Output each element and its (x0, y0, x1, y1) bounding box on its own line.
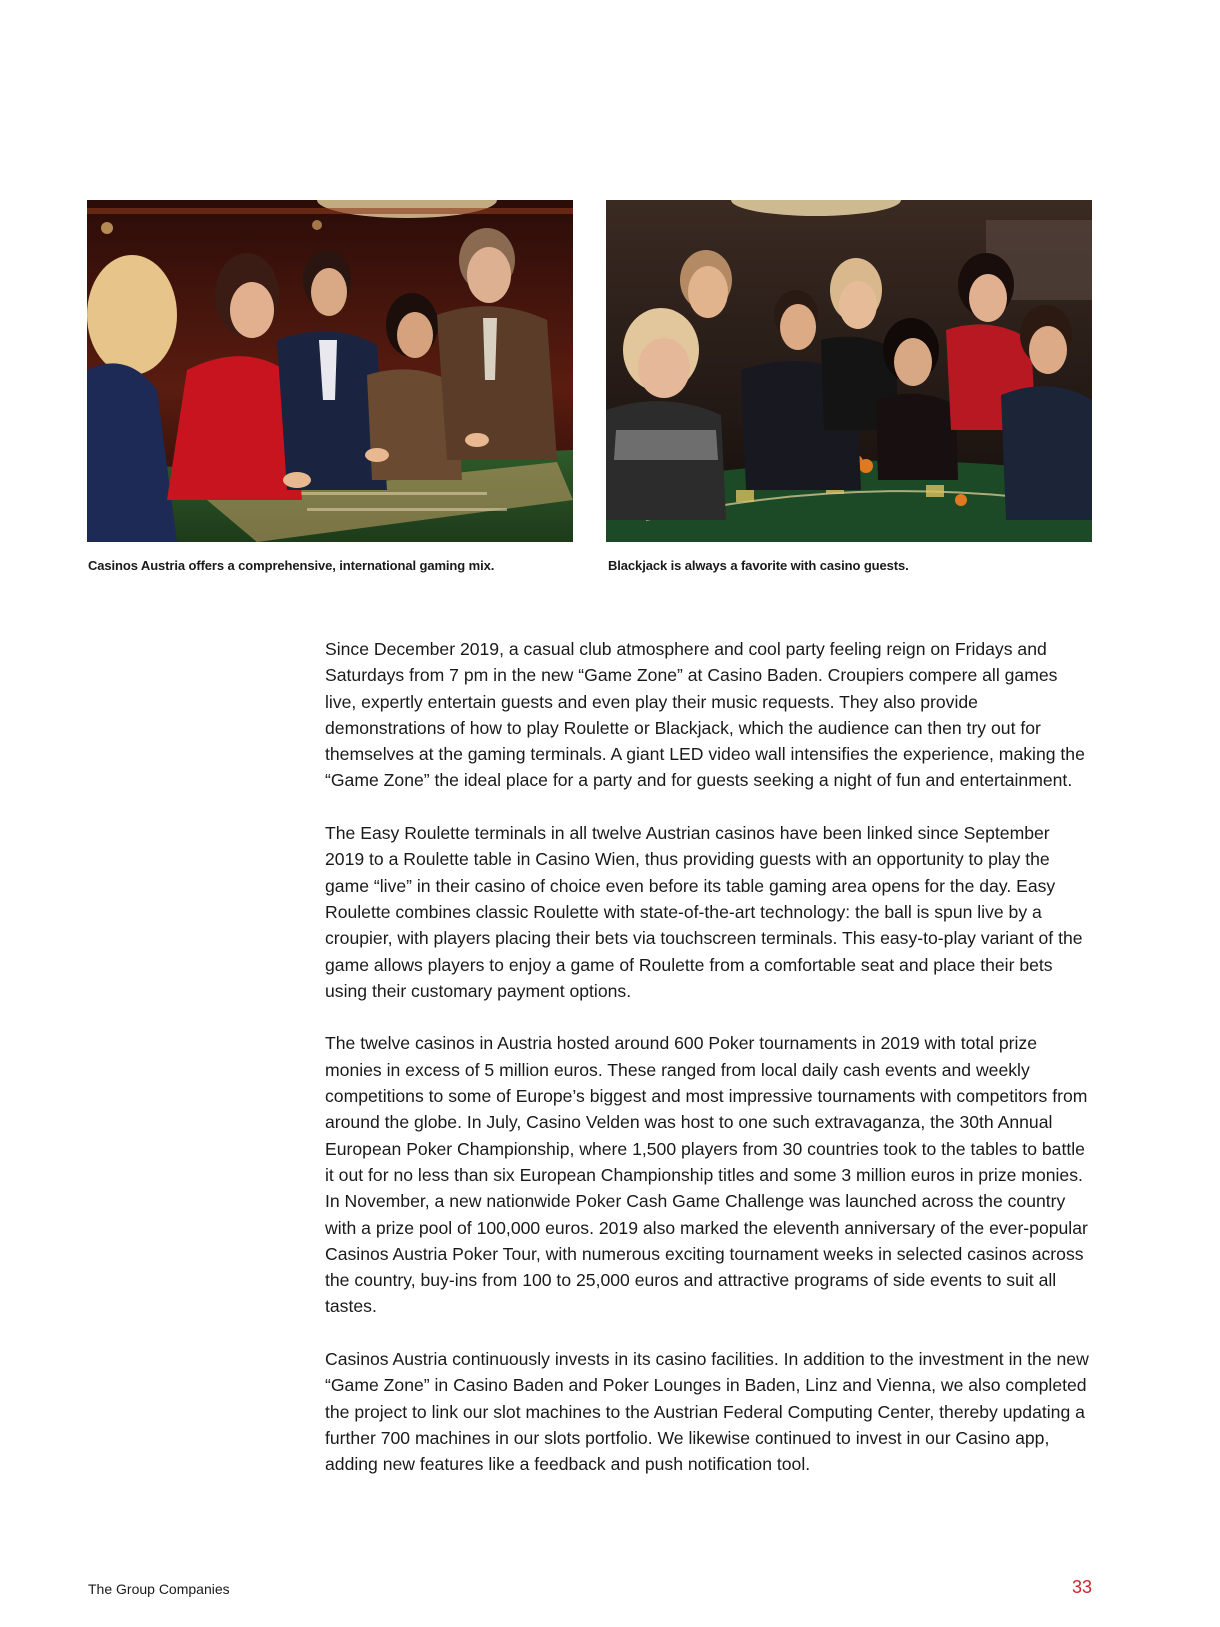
roulette-photo (87, 200, 573, 542)
article-paragraph: Since December 2019, a casual club atmosphere and cool party feeling reign on Fridays and Saturdays from 7 pm in the new “Game Zone” at Casino Baden. Croupiers compere all games live, expertly entertain guests and even play their music requests. They also provide demonstrations of how to play Roulette or Blackjack, which the audience can then try out for themselves at the gaming terminals. A giant LED video wall intensifies the experience, making the “Game Zone” the ideal place for a party and for guests seeking a night of fun and entertainment. (325, 639, 1085, 791)
article-paragraph: Casinos Austria continuously invests in its casino facilities. In addition to the investment in the new “Game Zone” in Casino Baden and Poker Lounges in Baden, Linz and Vienna, we also completed the project to link our slot machines to the Austrian Federal Computing Center, thereby updating a further 700 machines in our slots portfolio. We likewise continued to invest in our Casino app, adding new features like a feedback and push notification tool. (325, 1349, 1089, 1475)
page-number: 33 (1071, 1577, 1092, 1597)
photo-caption-right: Blackjack is always a favorite with casino guests. (608, 558, 909, 573)
article-paragraph: The twelve casinos in Austria hosted around 600 Poker tournaments in 2019 with total prize monies in excess of 5 million euros. These ranged from local daily cash events and weekly competitions to some of Europe’s biggest and most impressive tournaments with competitors from around the globe. In July, Casino Velden was host to one such extravaganza, the 30th Annual European Poker Championship, where 1,500 players from 30 countries took to the tables to battle it out for no less than six European Championship titles and some 3 million euros in prize monies. In November, a new nationwide Poker Cash Game Challenge was launched across the country with a prize pool of 100,000 euros. 2019 also marked the eleventh anniversary of the ever-popular Casinos Austria Poker Tour, with numerous exciting tournament weeks in selected casinos across the country, buy-ins from 100 to 25,000 euros and attractive programs of side events to suit all tastes. (325, 1033, 1088, 1317)
blackjack-photo (606, 200, 1092, 542)
article-paragraph: The Easy Roulette terminals in all twelve Austrian casinos have been linked since September 2019 to a Roulette table in Casino Wien, thus providing guests with an opportunity to play the game “live” in their casino of choice even before its table gaming area opens for the day. Easy Roulette combines classic Roulette with state-of-the-art technology: the ball is spun live by a croupier, with players placing their bets via touchscreen terminals. This easy-to-play variant of the game allows players to enjoy a game of Roulette from a comfortable seat and place their bets using their customary payment options. (325, 823, 1083, 1001)
footer-section-label: The Group Companies (88, 1581, 230, 1597)
article-body (325, 636, 1090, 1504)
photo-caption-left: Casinos Austria offers a comprehensive, international gaming mix. (88, 558, 495, 573)
